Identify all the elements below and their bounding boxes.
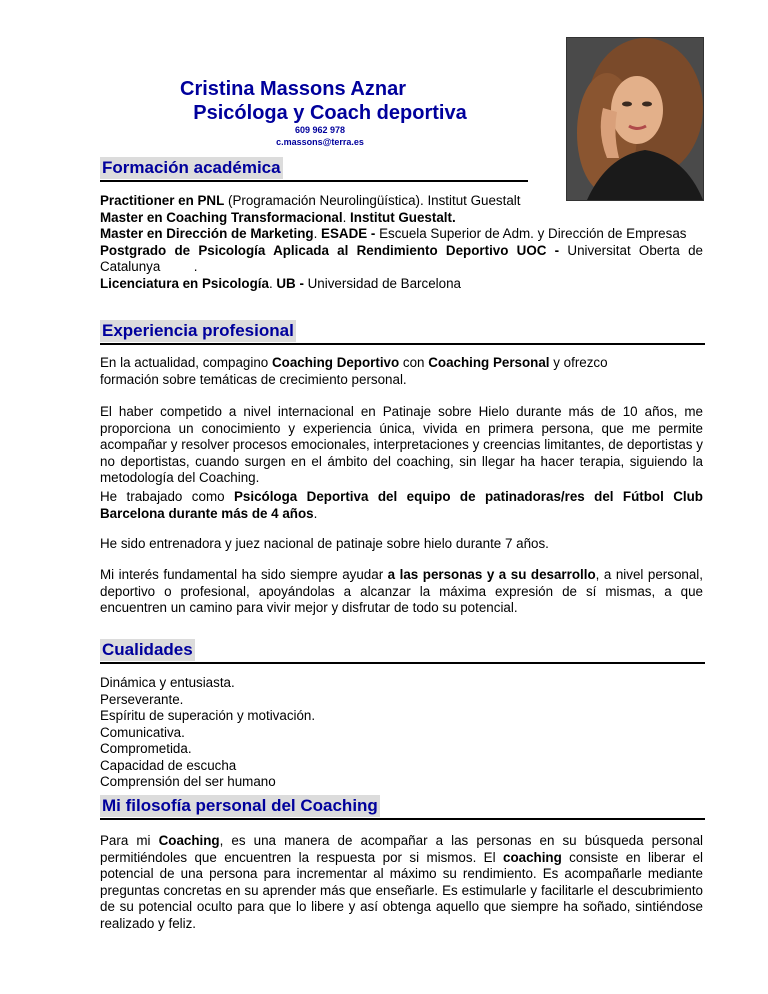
experiencia-p5: Mi interés fundamental ha sido siempre ayudar a las personas y a su desarrollo, a nivel personal, deportivo o profesional, apoyándolas a alcanzar la máxima expresión de sí mismas, a que encuentren un camino para vivir mejor y disfrutar de todo su potencial. (100, 567, 703, 615)
cualidades-list (100, 675, 703, 791)
phone-number: 609 962 978 (294, 125, 346, 135)
list-item: Perseverante. (100, 691, 184, 707)
list-item: Capacidad de escucha (100, 757, 237, 773)
formacion-item: Practitioner en PNL (Programación Neurolingüística). Institut Guestalt (100, 193, 521, 208)
filosofia-text: Para mi Coaching, es una manera de acompañar a las personas en su búsqueda personal permitiéndoles que encuentren la respuesta por si mismos. El coaching consiste en liberar el potencial de una persona para incrementar al máximo su rendimiento. Es acompañarle mediante preguntas concretas en su aprender más que enseñarle. Es estimularle y facilitarle el descubrimiento de su potencial oculto para que lo libere y así obtenga aquello que siempre ha soñado, sintiéndose realizado y feliz. (100, 833, 704, 931)
formacion-item: Master en Coaching Transformacional. Institut Guestalt. (100, 209, 456, 225)
formacion-item: Licenciatura en Psicología. UB - Universidad de Barcelona (100, 275, 461, 291)
list-item: Dinámica y entusiasta. (100, 675, 235, 690)
section-title-cualidades: Cualidades (100, 639, 195, 661)
list-item: Espíritu de superación y motivación. (100, 708, 316, 723)
experiencia-p3: He trabajado como Psicóloga Deportiva del equipo de patinadoras/res del Fútbol Club Barcelona durante más de 4 años. (100, 489, 703, 521)
formacion-content (100, 193, 703, 292)
section-title-filosofia: Mi filosofía personal del Coaching (100, 795, 380, 817)
list-item: Comprensión del ser humano (100, 774, 276, 789)
formacion-item: Master en Dirección de Marketing. ESADE - Escuela Superior de Adm. y Dirección de Empresas (100, 226, 687, 241)
portrait-illustration (567, 38, 703, 200)
person-role: Psicóloga y Coach deportiva (193, 102, 467, 124)
experiencia-p4: He sido entrenadora y juez nacional de patinaje sobre hielo durante 7 años. (100, 536, 549, 551)
section-title-formacion: Formación académica (100, 157, 283, 179)
formacion-item: Postgrado de Psicología Aplicada al Rendimiento Deportivo UOC - Universitat Oberta de Catalunya . (100, 242, 704, 274)
section-title-experiencia: Experiencia profesional (100, 320, 296, 342)
experiencia-p1: En la actualidad, compagino Coaching Deportivo con Coaching Personal y ofrezco formación sobre temáticas de crecimiento personal. (100, 355, 608, 387)
experiencia-p2: El haber competido a nivel internacional en Patinaje sobre Hielo durante más de 10 años, me proporciona un conocimiento y experiencia única, vivida en primera persona, que me permite acompañar y resolver procesos emocionales, interpretaciones y creencias limitantes, de deportistas y no deportistas, cuando surgen en el ámbito del coaching, sin llegar ha hacer terapia, siguiendo la metodología del Coaching. (100, 404, 703, 485)
profile-photo (566, 37, 704, 201)
email-address: c.massons@terra.es (276, 137, 364, 147)
list-item: Comprometida. (100, 741, 192, 756)
person-name: Cristina Massons Aznar (180, 78, 406, 100)
list-item: Comunicativa. (100, 724, 185, 740)
